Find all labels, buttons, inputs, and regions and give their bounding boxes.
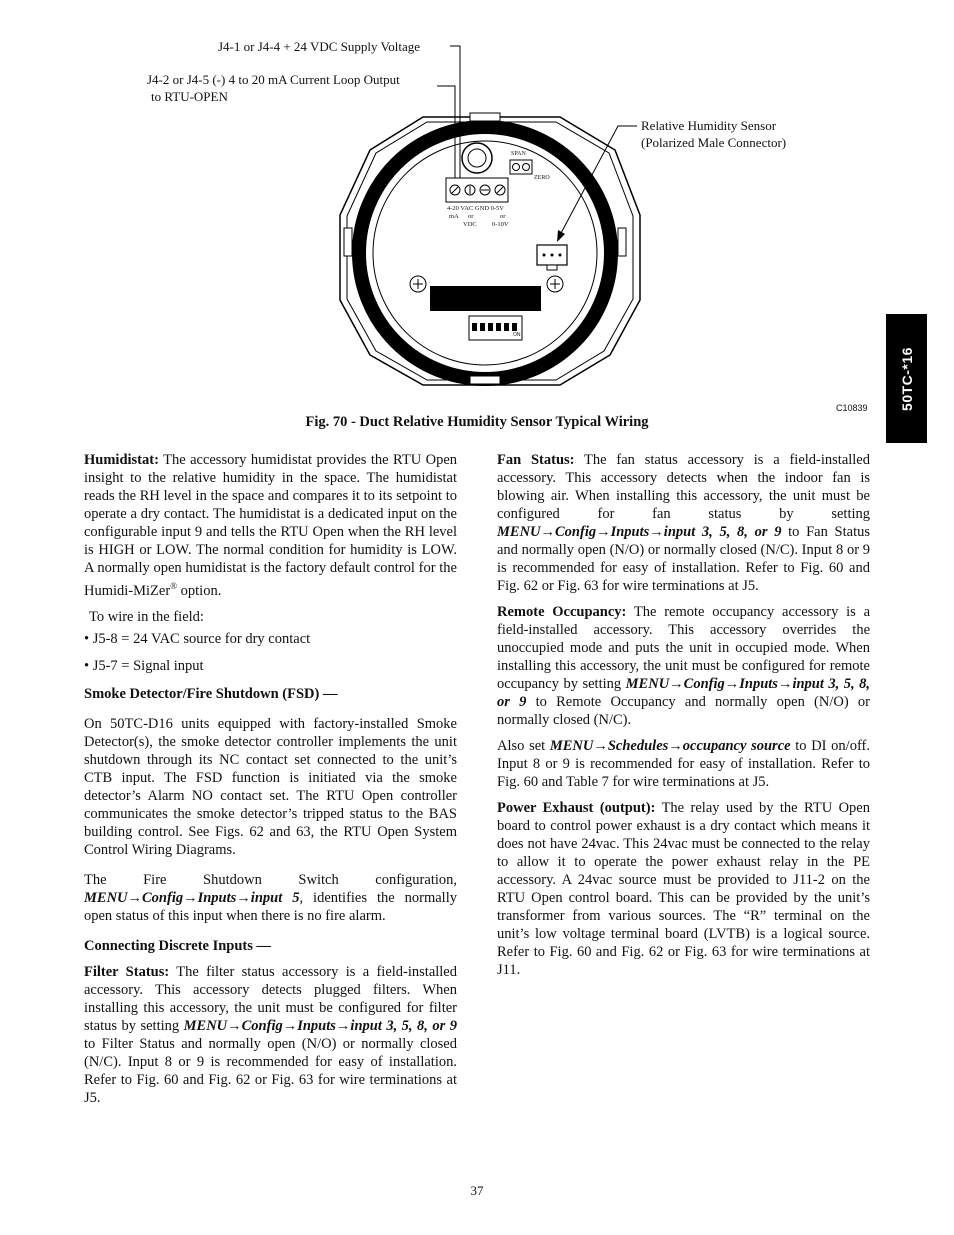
bullet-j5-7: • J5-7 = Signal input	[84, 657, 204, 674]
figure-code: C10839	[836, 403, 868, 413]
also-text-pre: Also set	[497, 738, 550, 754]
terminal-label-or1: or	[468, 213, 474, 220]
remote-heading: Remote Occupancy:	[497, 604, 627, 620]
fan-heading: Fan Status:	[497, 452, 575, 468]
right-column	[497, 451, 870, 987]
humidistat-text-end: option.	[177, 582, 222, 599]
connector-pin	[551, 254, 554, 257]
connector-pin	[543, 254, 546, 257]
sensor-display-panel	[430, 286, 541, 311]
fire-menu-path: MENU→Config→Inputs→input 5	[84, 889, 300, 906]
fan-status-paragraph	[497, 451, 870, 595]
remote-menu-path: MENU→Config→Inputs→input 3, 5, 8, or 9	[497, 676, 870, 710]
sensor-callout-line2: (Polarized Male Connector)	[641, 135, 787, 150]
smoke-paragraph: On 50TC-D16 units equipped with factory-installed Smoke Detector(s), the smoke detector controller implements the unit shutdown through its NC contact set connected to the unit’s CTB input. The FSD function is initiated via the smoke detector’s Alarm NO contact set. The RTU Open controller communicates the smoke detector’s tripped status to the BAS building control. See Figs. 62 and 63, the RTU Open System Control Wiring Diagrams.	[84, 715, 457, 858]
housing-clip-right	[618, 228, 626, 256]
humidistat-heading: Humidistat:	[84, 452, 159, 468]
fire-text-post: , identifies the normally open status of this input when there is no fire alarm.	[84, 889, 457, 924]
filter-heading: Filter Status:	[84, 963, 170, 980]
figure-caption: Fig. 70 - Duct Relative Humidity Sensor Typical Wiring	[305, 414, 649, 430]
terminal-label-0-10v: 0-10V	[492, 221, 509, 228]
discrete-inputs-heading: Connecting Discrete Inputs —	[84, 937, 272, 954]
mounting-screw-right-icon	[547, 276, 563, 292]
humidistat-text: The accessory humidistat provides the RTU Open insight to the relative humidity in the space. The humidistat reads the RH level in the space and compares it to its setpoint to operate a dry contact. The humidistat is a dedicated input on the configurable input 9 and tells the RTU Open when the RH level is HIGH or LOW. The normal condition for humidity is LOW. A normally open humidistat is the factory default control for the Humidi-MiZer	[84, 452, 457, 599]
bullet-j5-8: • J5-8 = 24 VAC source for dry contact	[84, 630, 311, 647]
smoke-heading: Smoke Detector/Fire Shutdown (FSD) —	[84, 685, 338, 702]
loop-callout-line1: J4-2 or J4-5 (-) 4 to 20 mA Current Loop Output	[147, 72, 400, 87]
terminal-label-row1: 4-20 VAC GND 0-5V	[447, 205, 504, 212]
housing-clip-bottom	[470, 376, 500, 384]
terminal-label-vdc: VDC	[463, 221, 477, 228]
power-heading: Power Exhaust (output):	[497, 800, 656, 816]
zero-label: ZERO	[534, 175, 550, 181]
terminal-label-or2: or	[500, 213, 506, 220]
fan-menu-path: MENU→Config→Inputs→input 3, 5, 8, or 9	[497, 524, 782, 540]
filter-text-post: to Filter Status and normally open (N/O) or normally closed (N/C). Input 8 or 9 is recommended for easy of installation. Refer to Fig. 60 and Fig. 62 or Fig. 63 for wire terminations at J5.	[84, 1035, 457, 1106]
filter-text-pre: The filter status accessory is a field-installed accessory. This accessory detects plugged filters. When installing this accessory, the unit must be configured for filter status by setting	[84, 963, 457, 1034]
registered-mark: ®	[170, 581, 178, 591]
also-set-paragraph	[497, 737, 870, 791]
loop-callout-line2: to RTU-OPEN	[151, 89, 228, 104]
connector-pin	[559, 254, 562, 257]
remote-text-post: to Remote Occupancy and normally open (N/O) or normally closed (N/C).	[497, 694, 870, 728]
fan-text-post: to Fan Status and normally open (N/O) or normally closed (N/C). Input 8 or 9 is recommended for easy of installation. Refer to Fig. 60 and Fig. 62 or Fig. 63 for wire terminations at J5.	[497, 524, 870, 594]
side-tab	[886, 314, 927, 443]
terminal-label-ma: mA	[449, 213, 459, 220]
fire-text-pre: The Fire Shutdown Switch configuration,	[84, 871, 457, 888]
wire-intro: To wire in the field:	[89, 608, 204, 625]
also-menu-path: MENU→Schedules→occupancy source	[549, 738, 791, 754]
mounting-screw-left-icon	[410, 276, 426, 292]
filter-menu-path: MENU→Config→Inputs→input 3, 5, 8, or 9	[183, 1017, 457, 1034]
humidity-sensor-wiring-diagram	[0, 0, 954, 440]
fire-shutdown-paragraph	[84, 871, 457, 925]
span-label: SPAN	[511, 151, 526, 157]
page-number: 37	[470, 1183, 484, 1198]
cable-gland-inner	[468, 149, 486, 167]
humidistat-paragraph	[84, 451, 457, 600]
fan-text-pre: The fan status accessory is a field-installed accessory. This accessory detects when the indoor fan is blowing air. When installing this accessory, the unit must be configured for fan status by setting	[497, 452, 870, 522]
also-text-post: to DI on/off. Input 8 or 9 is recommended for easy of installation. Refer to Fig. 60 and Table 7 for wire terminations at J5.	[497, 738, 870, 790]
power-text: The relay used by the RTU Open board to control power exhaust is a dry contact which means it does not have 24vac. This 24vac must be connected to the relay to allow it to operate the power exhaust relay in the PE accessory. A 24vac source must be provided to J11-2 on the RTU Open control board. This can be provided by the unit’s transformer from various sources. The “R” terminal on the unit’s low voltage terminal board (LVTB) is a logical source. Refer to Fig. 60 and Fig. 62 or Fig. 63 for wire terminations at J11.	[497, 800, 870, 978]
supply-callout: J4-1 or J4-4 + 24 VDC Supply Voltage	[218, 39, 420, 54]
power-exhaust-paragraph	[497, 799, 870, 979]
sensor-connector-key	[547, 265, 557, 270]
dip-on-label: ON	[513, 332, 521, 338]
side-tab-label: 50TC-*16	[898, 346, 915, 411]
span-zero-block	[510, 160, 532, 174]
remote-occupancy-paragraph	[497, 603, 870, 729]
sensor-callout-line1: Relative Humidity Sensor	[641, 118, 777, 133]
filter-status-paragraph	[84, 963, 457, 1107]
left-column	[84, 451, 457, 1115]
housing-clip-top	[470, 113, 500, 121]
housing-clip-left	[344, 228, 352, 256]
remote-text-pre: The remote occupancy accessory is a field-installed accessory. This accessory overrides the unoccupied mode and puts the unit in occupied mode. When installing this accessory, the unit must be configured for remote occupancy by setting	[497, 604, 871, 692]
